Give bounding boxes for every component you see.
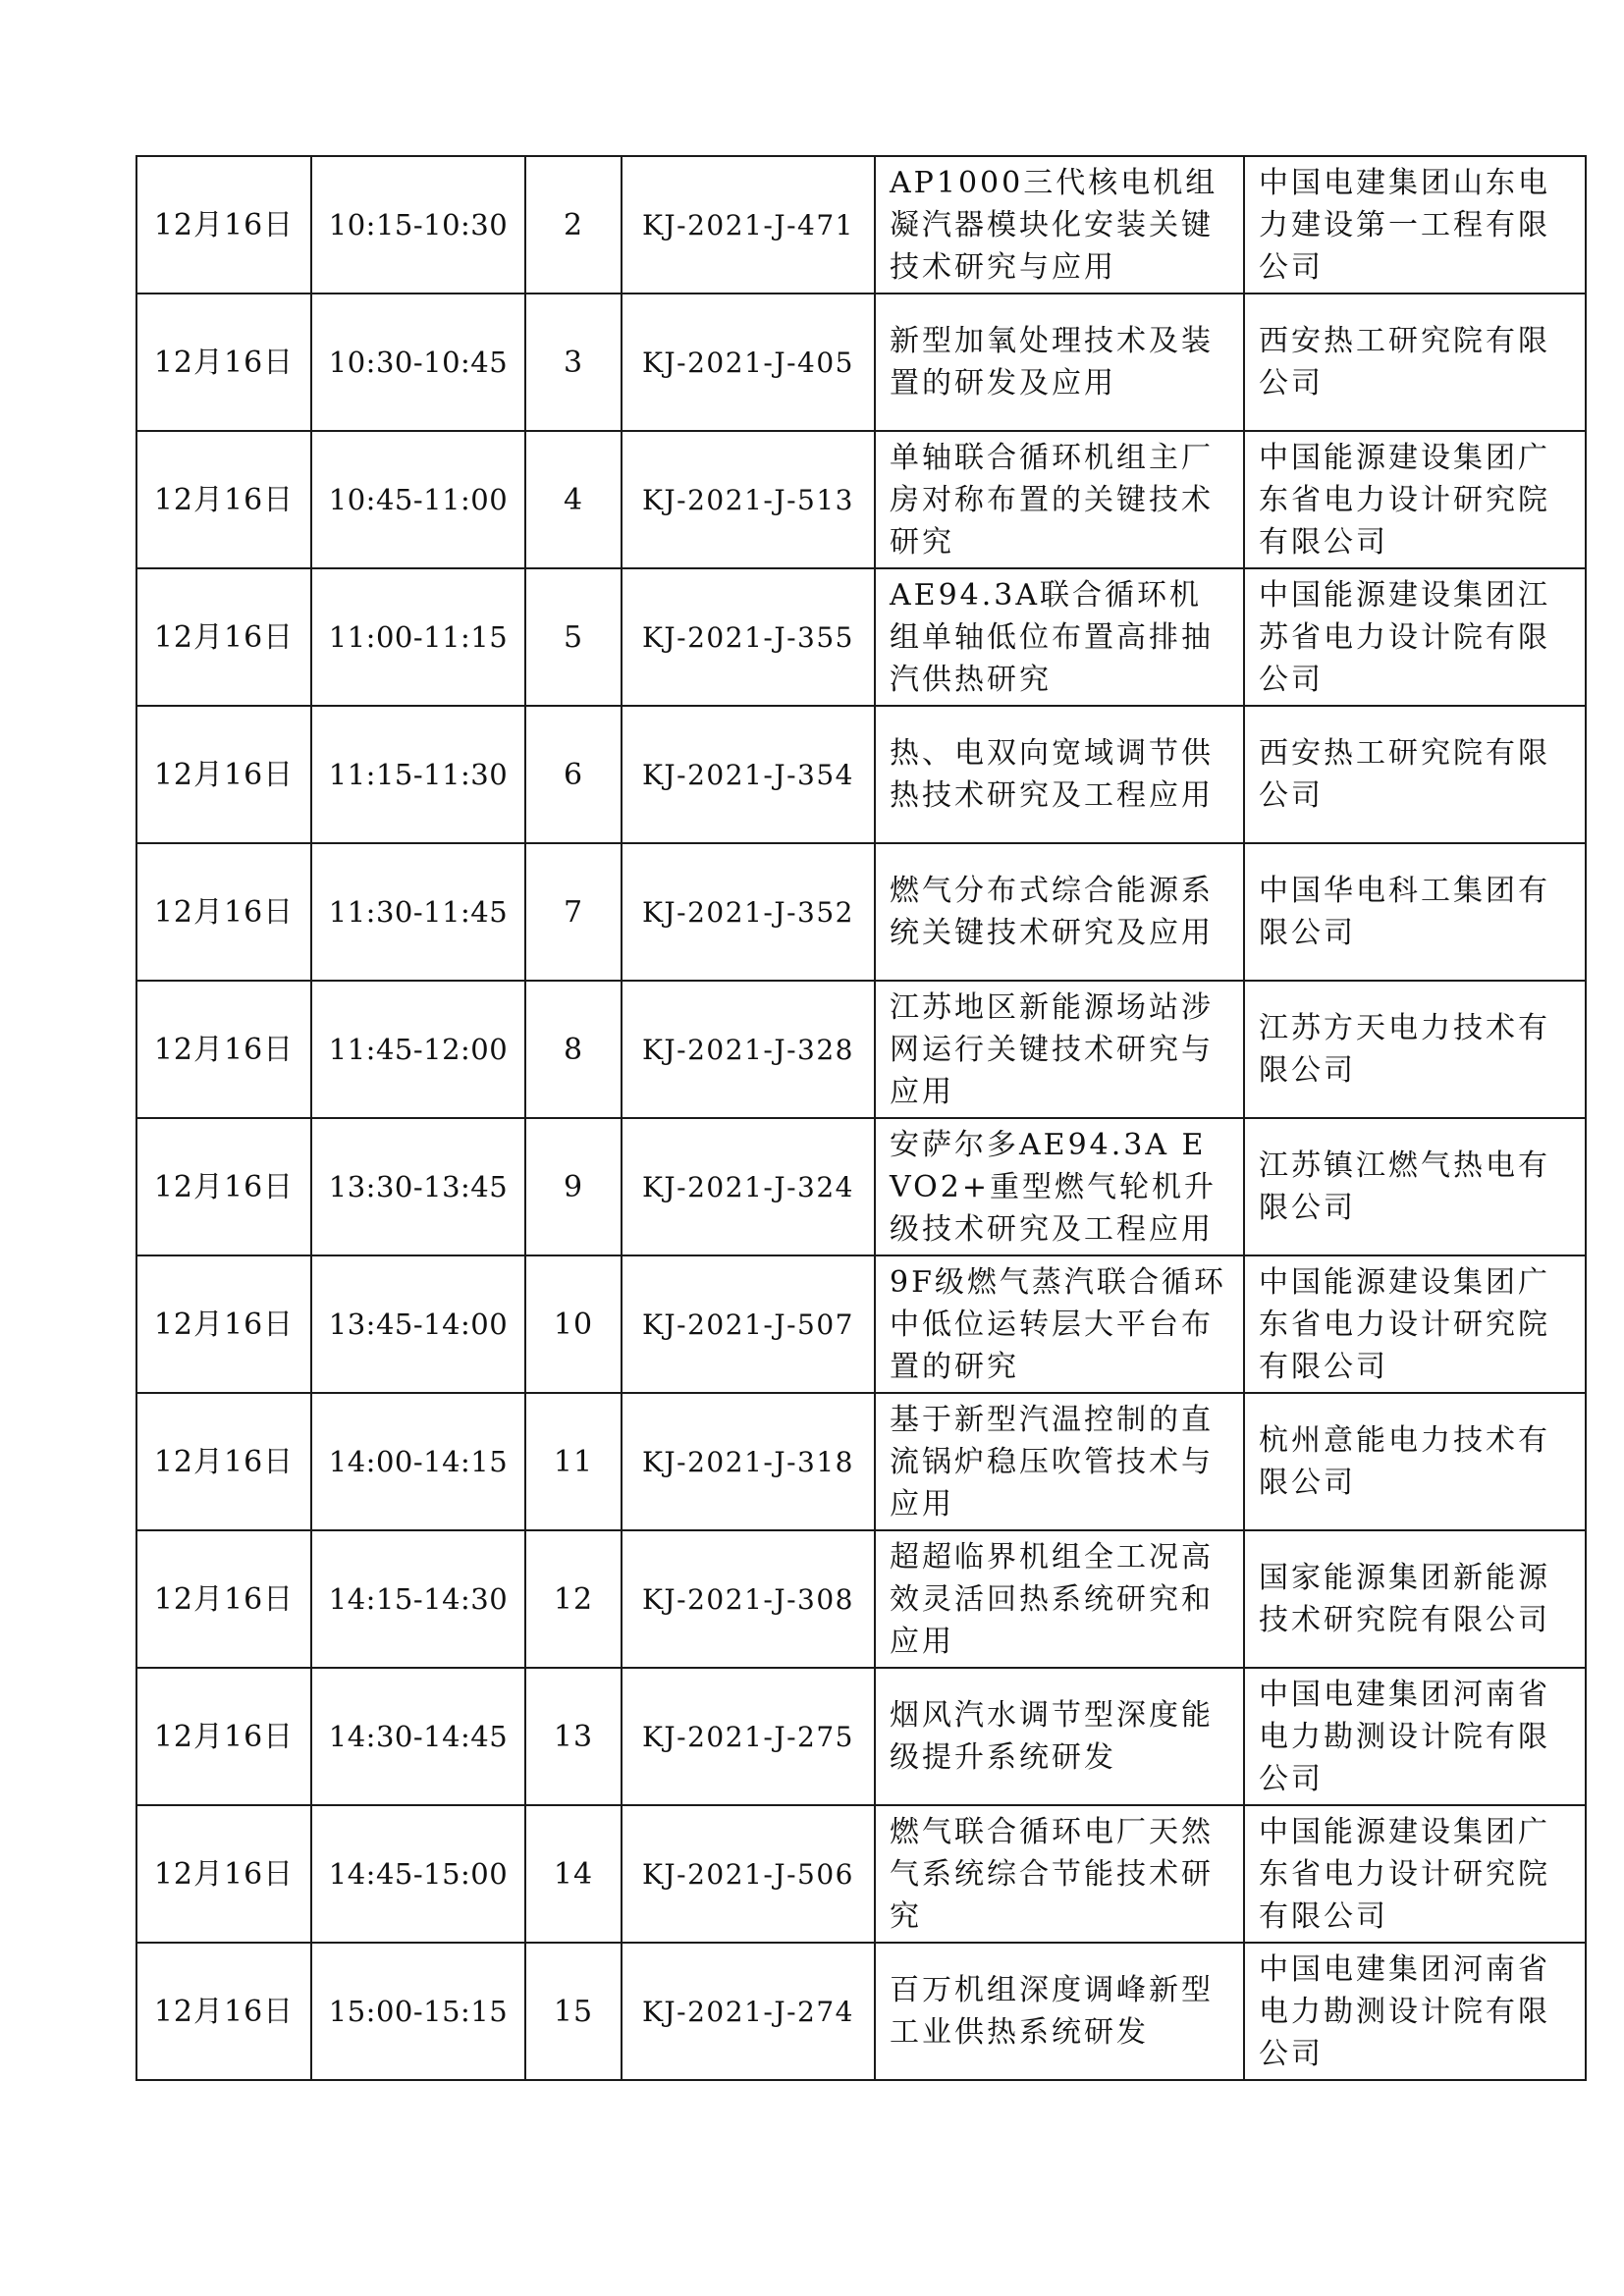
organization-name: 中国华电科工集团有限公司: [1259, 874, 1550, 950]
project-title: 百万机组深度调峰新型工业供热系统研发: [890, 1973, 1214, 2050]
table-row: [136, 706, 1586, 843]
project-title-cell: [875, 294, 1244, 431]
sequence-cell: [525, 981, 622, 1118]
date-text: 12月16日: [153, 1444, 295, 1479]
project-title: 江苏地区新能源场站涉网运行关键技术研究与应用: [890, 989, 1214, 1109]
sequence-number: 8: [563, 1032, 584, 1067]
time-cell: [311, 156, 525, 294]
date-cell: [136, 706, 311, 843]
date-text: 12月16日: [153, 345, 295, 380]
project-title: 9F级燃气蒸汽联合循环中低位运转层大平台布置的研究: [890, 1264, 1226, 1384]
sequence-cell: [525, 1255, 622, 1393]
sequence-cell: [525, 294, 622, 431]
date-text: 12月16日: [153, 619, 295, 655]
time-cell: [311, 706, 525, 843]
sequence-number: 11: [553, 1444, 594, 1479]
project-id: KJ-2021-J-354: [642, 758, 854, 791]
date-cell: [136, 1118, 311, 1255]
organization-cell: [1244, 431, 1586, 568]
project-id-cell: [622, 1805, 875, 1943]
project-title-cell: [875, 1118, 1244, 1255]
date-cell: [136, 1943, 311, 2080]
sequence-cell: [525, 1805, 622, 1943]
project-title: 安萨尔多AE94.3A EVO2+重型燃气轮机升级技术研究及工程应用: [890, 1127, 1217, 1247]
date-cell: [136, 1393, 311, 1530]
sequence-cell: [525, 568, 622, 706]
time-text: 10:45-11:00: [328, 482, 509, 516]
project-id: KJ-2021-J-318: [642, 1445, 854, 1478]
organization-cell: [1244, 981, 1586, 1118]
time-cell: [311, 431, 525, 568]
sequence-number: 10: [553, 1307, 594, 1342]
time-text: 11:15-11:30: [328, 757, 509, 791]
sequence-cell: [525, 706, 622, 843]
project-id-cell: [622, 431, 875, 568]
organization-cell: [1244, 706, 1586, 843]
time-cell: [311, 294, 525, 431]
project-title: 单轴联合循环机组主厂房对称布置的关键技术研究: [890, 440, 1214, 560]
date-cell: [136, 1805, 311, 1943]
date-text: 12月16日: [153, 1581, 295, 1617]
organization-cell: [1244, 1805, 1586, 1943]
project-id-cell: [622, 1530, 875, 1668]
project-title-cell: [875, 1393, 1244, 1530]
table-row: [136, 1393, 1586, 1530]
schedule-body: [136, 156, 1586, 2080]
sequence-cell: [525, 156, 622, 294]
time-text: 10:15-10:30: [328, 207, 509, 241]
project-title: 烟风汽水调节型深度能级提升系统研发: [890, 1698, 1214, 1775]
table-row: [136, 568, 1586, 706]
organization-cell: [1244, 1530, 1586, 1668]
table-row: [136, 1118, 1586, 1255]
time-cell: [311, 981, 525, 1118]
sequence-number: 14: [553, 1856, 594, 1892]
date-text: 12月16日: [153, 1307, 295, 1342]
organization-name: 西安热工研究院有限公司: [1259, 324, 1550, 400]
sequence-number: 4: [563, 482, 584, 517]
table-row: [136, 156, 1586, 294]
project-id: KJ-2021-J-308: [642, 1582, 854, 1616]
date-text: 12月16日: [153, 757, 295, 792]
table-row: [136, 843, 1586, 981]
project-title-cell: [875, 1255, 1244, 1393]
organization-cell: [1244, 1393, 1586, 1530]
date-text: 12月16日: [153, 1719, 295, 1754]
time-text: 13:45-14:00: [328, 1307, 509, 1341]
time-cell: [311, 1805, 525, 1943]
sequence-cell: [525, 1393, 622, 1530]
date-text: 12月16日: [153, 1856, 295, 1892]
organization-name: 中国能源建设集团江苏省电力设计院有限公司: [1259, 577, 1550, 697]
table-row: [136, 431, 1586, 568]
project-title-cell: [875, 981, 1244, 1118]
project-id-cell: [622, 294, 875, 431]
project-title: 燃气分布式综合能源系统关键技术研究及应用: [890, 874, 1214, 950]
sequence-cell: [525, 1530, 622, 1668]
time-text: 11:30-11:45: [328, 894, 509, 929]
sequence-number: 5: [563, 619, 584, 655]
time-text: 14:15-14:30: [328, 1581, 509, 1616]
date-cell: [136, 431, 311, 568]
date-text: 12月16日: [153, 1169, 295, 1204]
organization-cell: [1244, 843, 1586, 981]
organization-cell: [1244, 1943, 1586, 2080]
date-cell: [136, 294, 311, 431]
date-cell: [136, 981, 311, 1118]
project-id: KJ-2021-J-513: [642, 483, 854, 516]
organization-name: 中国电建集团河南省电力勘测设计院有限公司: [1259, 1677, 1550, 1796]
project-title-cell: [875, 568, 1244, 706]
project-id-cell: [622, 568, 875, 706]
table-row: [136, 1530, 1586, 1668]
project-title-cell: [875, 1530, 1244, 1668]
project-title: 燃气联合循环电厂天然气系统综合节能技术研究: [890, 1814, 1214, 1934]
organization-name: 中国电建集团山东电力建设第一工程有限公司: [1259, 165, 1550, 285]
project-id: KJ-2021-J-405: [642, 346, 854, 379]
date-text: 12月16日: [153, 894, 295, 930]
time-text: 14:00-14:15: [328, 1444, 509, 1478]
date-cell: [136, 843, 311, 981]
sequence-number: 15: [553, 1994, 594, 2029]
project-id-cell: [622, 1255, 875, 1393]
project-id: KJ-2021-J-275: [642, 1720, 854, 1753]
project-title: 基于新型汽温控制的直流锅炉稳压吹管技术与应用: [890, 1402, 1214, 1522]
time-cell: [311, 843, 525, 981]
project-id: KJ-2021-J-355: [642, 620, 854, 654]
project-id-cell: [622, 706, 875, 843]
project-id: KJ-2021-J-324: [642, 1170, 854, 1203]
project-id-cell: [622, 1943, 875, 2080]
project-id: KJ-2021-J-328: [642, 1033, 854, 1066]
sequence-cell: [525, 1668, 622, 1805]
time-text: 11:45-12:00: [328, 1032, 509, 1066]
time-text: 14:45-15:00: [328, 1856, 509, 1891]
sequence-number: 3: [563, 345, 584, 380]
organization-cell: [1244, 156, 1586, 294]
time-cell: [311, 1668, 525, 1805]
sequence-cell: [525, 843, 622, 981]
time-text: 14:30-14:45: [328, 1719, 509, 1753]
time-text: 10:30-10:45: [328, 345, 509, 379]
table-row: [136, 1943, 1586, 2080]
project-title-cell: [875, 706, 1244, 843]
sequence-cell: [525, 1943, 622, 2080]
organization-name: 中国能源建设集团广东省电力设计研究院有限公司: [1259, 1814, 1550, 1934]
table-row: [136, 294, 1586, 431]
organization-name: 中国能源建设集团广东省电力设计研究院有限公司: [1259, 440, 1550, 560]
sequence-number: 9: [563, 1169, 584, 1204]
project-title-cell: [875, 156, 1244, 294]
sequence-cell: [525, 1118, 622, 1255]
date-cell: [136, 1668, 311, 1805]
time-text: 13:30-13:45: [328, 1169, 509, 1203]
project-id-cell: [622, 1668, 875, 1805]
project-title: 超超临界机组全工况高效灵活回热系统研究和应用: [890, 1539, 1214, 1659]
time-cell: [311, 1118, 525, 1255]
project-title: 热、电双向宽域调节供热技术研究及工程应用: [890, 736, 1214, 813]
time-cell: [311, 568, 525, 706]
date-text: 12月16日: [153, 1994, 295, 2029]
project-id: KJ-2021-J-352: [642, 895, 854, 929]
time-cell: [311, 1943, 525, 2080]
organization-cell: [1244, 1118, 1586, 1255]
time-text: 11:00-11:15: [328, 619, 509, 654]
organization-name: 国家能源集团新能源技术研究院有限公司: [1259, 1561, 1550, 1637]
project-title-cell: [875, 1668, 1244, 1805]
time-cell: [311, 1255, 525, 1393]
project-title-cell: [875, 1943, 1244, 2080]
organization-name: 江苏方天电力技术有限公司: [1259, 1011, 1550, 1088]
schedule-table: [135, 155, 1587, 2081]
time-text: 15:00-15:15: [328, 1994, 509, 2028]
date-text: 12月16日: [153, 1032, 295, 1067]
date-cell: [136, 1530, 311, 1668]
time-cell: [311, 1530, 525, 1668]
project-id: KJ-2021-J-507: [642, 1308, 854, 1341]
sequence-number: 6: [563, 757, 584, 792]
sequence-number: 12: [553, 1581, 594, 1617]
date-cell: [136, 1255, 311, 1393]
organization-cell: [1244, 294, 1586, 431]
project-id-cell: [622, 1393, 875, 1530]
project-id-cell: [622, 981, 875, 1118]
project-id-cell: [622, 156, 875, 294]
sequence-number: 2: [563, 207, 584, 242]
organization-cell: [1244, 568, 1586, 706]
project-id-cell: [622, 1118, 875, 1255]
project-title: 新型加氧处理技术及装置的研发及应用: [890, 324, 1214, 400]
sequence-number: 13: [553, 1719, 594, 1754]
date-text: 12月16日: [153, 482, 295, 517]
table-row: [136, 1805, 1586, 1943]
organization-name: 杭州意能电力技术有限公司: [1259, 1423, 1550, 1500]
sequence-cell: [525, 431, 622, 568]
table-row: [136, 1668, 1586, 1805]
organization-name: 江苏镇江燃气热电有限公司: [1259, 1148, 1550, 1225]
organization-cell: [1244, 1255, 1586, 1393]
organization-name: 中国电建集团河南省电力勘测设计院有限公司: [1259, 1951, 1550, 2071]
organization-name: 中国能源建设集团广东省电力设计研究院有限公司: [1259, 1264, 1550, 1384]
time-cell: [311, 1393, 525, 1530]
organization-name: 西安热工研究院有限公司: [1259, 736, 1550, 813]
sequence-number: 7: [563, 894, 584, 930]
table-row: [136, 1255, 1586, 1393]
date-cell: [136, 568, 311, 706]
table-row: [136, 981, 1586, 1118]
project-title: AE94.3A联合循环机组单轴低位布置高排抽汽供热研究: [890, 577, 1214, 697]
organization-cell: [1244, 1668, 1586, 1805]
project-title: AP1000三代核电机组凝汽器模块化安装关键技术研究与应用: [890, 165, 1218, 285]
project-title-cell: [875, 1805, 1244, 1943]
project-id: KJ-2021-J-274: [642, 1995, 854, 2028]
project-id: KJ-2021-J-506: [642, 1857, 854, 1891]
project-title-cell: [875, 843, 1244, 981]
project-id-cell: [622, 843, 875, 981]
date-cell: [136, 156, 311, 294]
project-title-cell: [875, 431, 1244, 568]
date-text: 12月16日: [153, 207, 295, 242]
project-id: KJ-2021-J-471: [642, 208, 854, 241]
